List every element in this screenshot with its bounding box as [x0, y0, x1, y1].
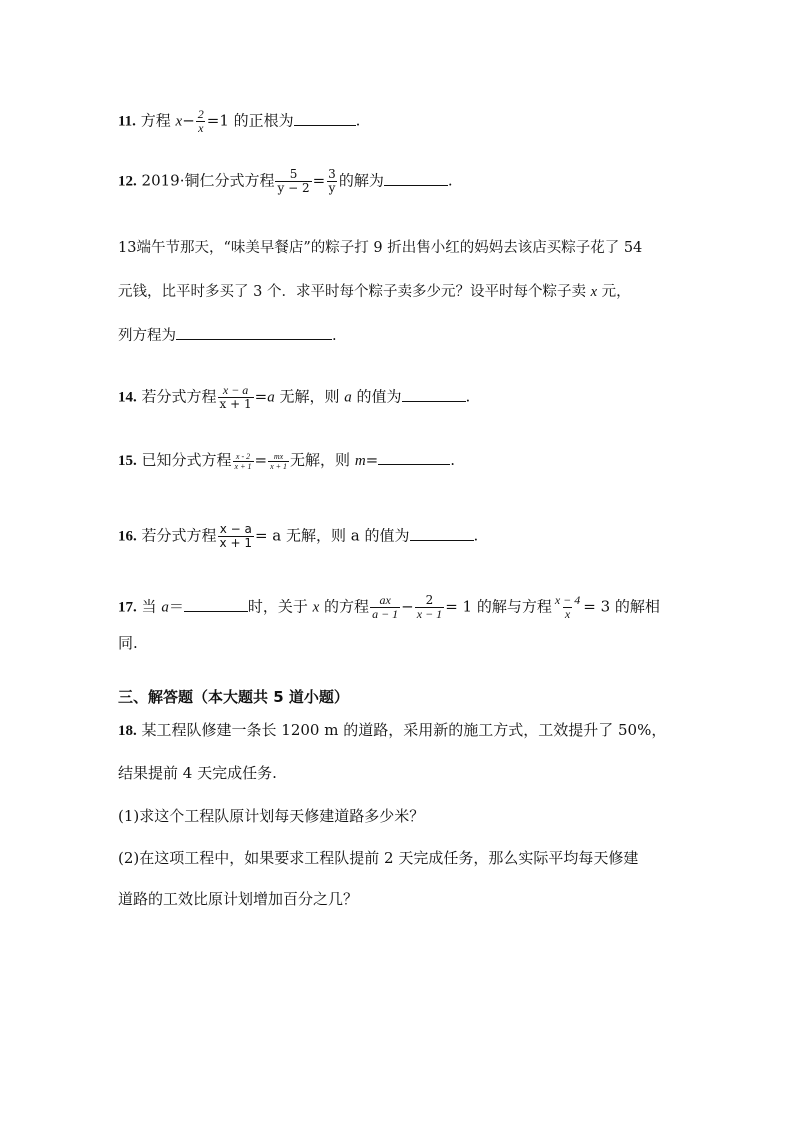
fraction — [196, 108, 206, 135]
denominator: x + 1 — [219, 397, 252, 411]
answer-blank[interactable] — [184, 597, 248, 612]
question-text: 的值为 — [351, 387, 402, 406]
question-text: 元钱，比平时多买了 3 个．求平时每个粽子卖多少元？设平时每个粽子卖 — [118, 284, 591, 300]
section-heading: 三、解答题（本大题共 5 道小题） — [118, 688, 349, 706]
denominator: x + 1 — [270, 461, 288, 471]
question-text: 道路的工效比原计划增加百分之几？ — [118, 890, 359, 908]
question-text: 13端午节那天，“味美早餐店”的粽子打 9 折出售小红的妈妈去该店买粽子花了 54 — [118, 240, 643, 256]
numerator: mx — [273, 451, 284, 461]
question-12 — [118, 168, 453, 195]
denominator: x + 1 — [234, 461, 252, 471]
question-number: 15. — [118, 453, 137, 469]
question-text: = 1 的解与方程 — [445, 597, 552, 616]
period: . — [465, 387, 471, 406]
equals-sign: = — [312, 171, 326, 190]
question-text: 元， — [597, 284, 631, 300]
question-text: 列方程为 — [118, 328, 176, 344]
question-14 — [118, 384, 470, 411]
question-number: 12. — [118, 173, 137, 190]
answer-blank[interactable] — [176, 325, 332, 340]
equals-sign: = — [254, 387, 268, 406]
numerator: 2 — [197, 107, 204, 121]
variable-x: x — [175, 113, 183, 130]
fraction — [415, 594, 444, 621]
variable-a: a — [267, 389, 275, 406]
variable-a: a — [344, 389, 352, 406]
question-text: 已知分式方程 — [141, 451, 232, 469]
question-15 — [118, 450, 455, 471]
question-text: 2019·铜仁分式方程 — [141, 171, 275, 190]
numerator: x − a — [219, 522, 252, 536]
variable-m: m — [354, 453, 366, 469]
fraction — [275, 168, 311, 195]
question-text: 方程 — [140, 111, 171, 130]
denominator: y − 2 — [277, 181, 310, 195]
period: . — [473, 526, 479, 545]
equals-sign: ＝ — [168, 597, 184, 616]
numerator: x - 2 — [235, 451, 251, 461]
question-13-line-2 — [118, 282, 631, 302]
fraction — [553, 594, 582, 621]
question-text: 的方程 — [319, 597, 370, 616]
numerator: x − a — [222, 383, 249, 397]
fraction — [218, 523, 254, 550]
question-text: = — [365, 451, 379, 469]
question-13-line-1 — [118, 238, 642, 258]
variable-x: x — [590, 284, 597, 300]
question-text: (1)求这个工程队原计划每天修建道路多少米？ — [118, 807, 425, 825]
minus-sign: − — [401, 597, 414, 616]
question-18-line-2 — [118, 763, 277, 783]
answer-blank[interactable] — [410, 526, 474, 541]
question-number: 17. — [118, 599, 137, 616]
answer-blank[interactable] — [384, 171, 448, 186]
question-17-line-2 — [118, 633, 138, 653]
numerator: 3 — [328, 167, 336, 181]
question-text: =1 的正根为 — [206, 111, 294, 130]
question-text: 某工程队修建一条长 1200 m 的道路，采用新的施工方式，工效提升了 50%， — [141, 721, 667, 739]
question-number: 14. — [118, 389, 137, 406]
numerator: x − 4 — [554, 593, 581, 607]
question-text: 的解为 — [338, 171, 384, 190]
denominator: x — [198, 121, 204, 135]
fraction — [218, 384, 254, 411]
question-text: = 3 的解相 — [583, 597, 660, 616]
question-13-line-3 — [118, 325, 337, 346]
variable-a: a — [161, 599, 169, 616]
fraction — [370, 594, 400, 621]
variable-x: x — [312, 599, 320, 616]
question-text: 若分式方程 — [141, 387, 217, 406]
question-text: 时，关于 — [247, 597, 313, 616]
denominator: x + 1 — [219, 536, 252, 550]
question-text: 无解，则 — [274, 387, 345, 406]
period: . — [447, 171, 453, 190]
question-number: 16. — [118, 528, 137, 545]
fraction — [326, 168, 338, 195]
fraction — [233, 452, 254, 471]
question-number: 18. — [118, 723, 137, 739]
numerator: 5 — [289, 167, 298, 181]
question-text: 若分式方程 — [141, 526, 217, 545]
question-18-sub-2-line-2 — [118, 889, 358, 909]
period: . — [355, 111, 361, 130]
answer-blank[interactable] — [402, 387, 466, 402]
question-text: 无解，则 — [290, 451, 355, 469]
numerator: ax — [379, 593, 391, 607]
equals-sign: = — [254, 451, 268, 469]
question-text: 当 — [141, 597, 162, 616]
question-text: 结果提前 4 天完成任务. — [118, 764, 277, 782]
question-16 — [118, 523, 478, 550]
denominator: x − 1 — [416, 607, 443, 621]
question-18-line-1 — [118, 720, 666, 741]
question-text: 同. — [118, 634, 138, 652]
question-number: 11. — [118, 113, 136, 130]
answer-blank[interactable] — [378, 450, 450, 465]
answer-blank[interactable] — [294, 111, 356, 126]
question-text: = a 无解，则 a 的值为 — [254, 526, 410, 545]
question-18-sub-1 — [118, 806, 424, 826]
denominator: x — [564, 607, 571, 621]
denominator: a − 1 — [372, 607, 399, 621]
question-text: (2)在这项工程中，如果要求工程队提前 2 天完成任务，那么实际平均每天修建 — [118, 849, 639, 867]
minus-sign: − — [182, 111, 195, 130]
numerator: 2 — [425, 593, 434, 607]
fraction — [268, 452, 289, 471]
question-17 — [118, 594, 660, 621]
question-11 — [118, 108, 360, 135]
period: . — [332, 328, 337, 344]
question-18-sub-2 — [118, 848, 638, 868]
period: . — [450, 451, 456, 469]
denominator: y — [328, 181, 336, 195]
